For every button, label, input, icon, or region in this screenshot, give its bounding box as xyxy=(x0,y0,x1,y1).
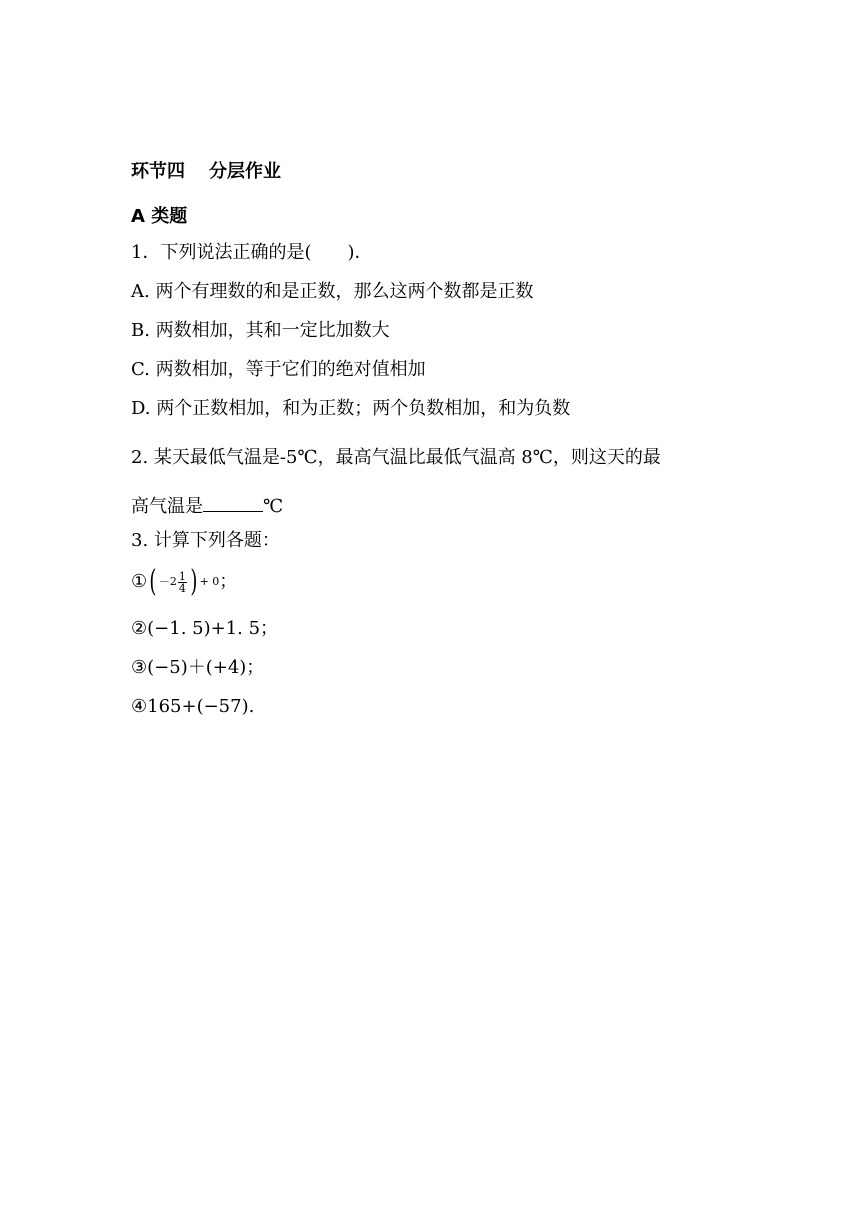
whole-part: 2 xyxy=(169,575,177,588)
right-paren: ) xyxy=(190,564,198,599)
question-1-stem: 1．下列说法正确的是( )． xyxy=(131,242,373,263)
question-3-stem: 3. 计算下列各题： xyxy=(131,530,280,551)
question-2-prefix: 高气温是 xyxy=(131,496,203,517)
question-1-option-d: D. 两个正数相加，和为正数；两个负数相加，和为负数 xyxy=(131,398,571,419)
left-paren: ( xyxy=(149,564,157,599)
question-3-item-4: ④165+(−57). xyxy=(131,696,255,717)
numerator: 1 xyxy=(178,569,186,583)
question-3-item-1 xyxy=(131,564,238,603)
section-label: 环节四 xyxy=(131,161,185,182)
plus-zero: + 0 xyxy=(199,575,220,588)
section-title: 分层作业 xyxy=(209,161,281,182)
question-2-suffix: ℃ xyxy=(263,496,284,517)
question-2-line-2 xyxy=(131,493,283,519)
answer-blank xyxy=(203,493,263,512)
question-3-item-2: ②(−1. 5)+1. 5； xyxy=(131,618,279,639)
minus-sign: － xyxy=(158,575,170,588)
question-1-option-c: C. 两数相加，等于它们的绝对值相加 xyxy=(131,359,426,380)
question-2-line-1: 2. 某天最低气温是-5℃，最高气温比最低气温高 8℃，则这天的最 xyxy=(131,447,661,468)
question-3-item-3: ③(−5)＋(+4)； xyxy=(131,657,265,678)
question-1-option-a: A. 两个有理数的和是正数，那么这两个数都是正数 xyxy=(131,281,534,302)
mixed-number-expression xyxy=(147,564,220,599)
denominator: 4 xyxy=(178,581,186,595)
fraction xyxy=(178,571,187,594)
section-heading xyxy=(131,160,281,184)
item-1-end: ； xyxy=(219,571,238,592)
category-heading: A 类题 xyxy=(131,206,188,227)
question-1-option-b: B. 两数相加，其和一定比加数大 xyxy=(131,320,390,341)
item-1-marker: ① xyxy=(131,571,148,592)
